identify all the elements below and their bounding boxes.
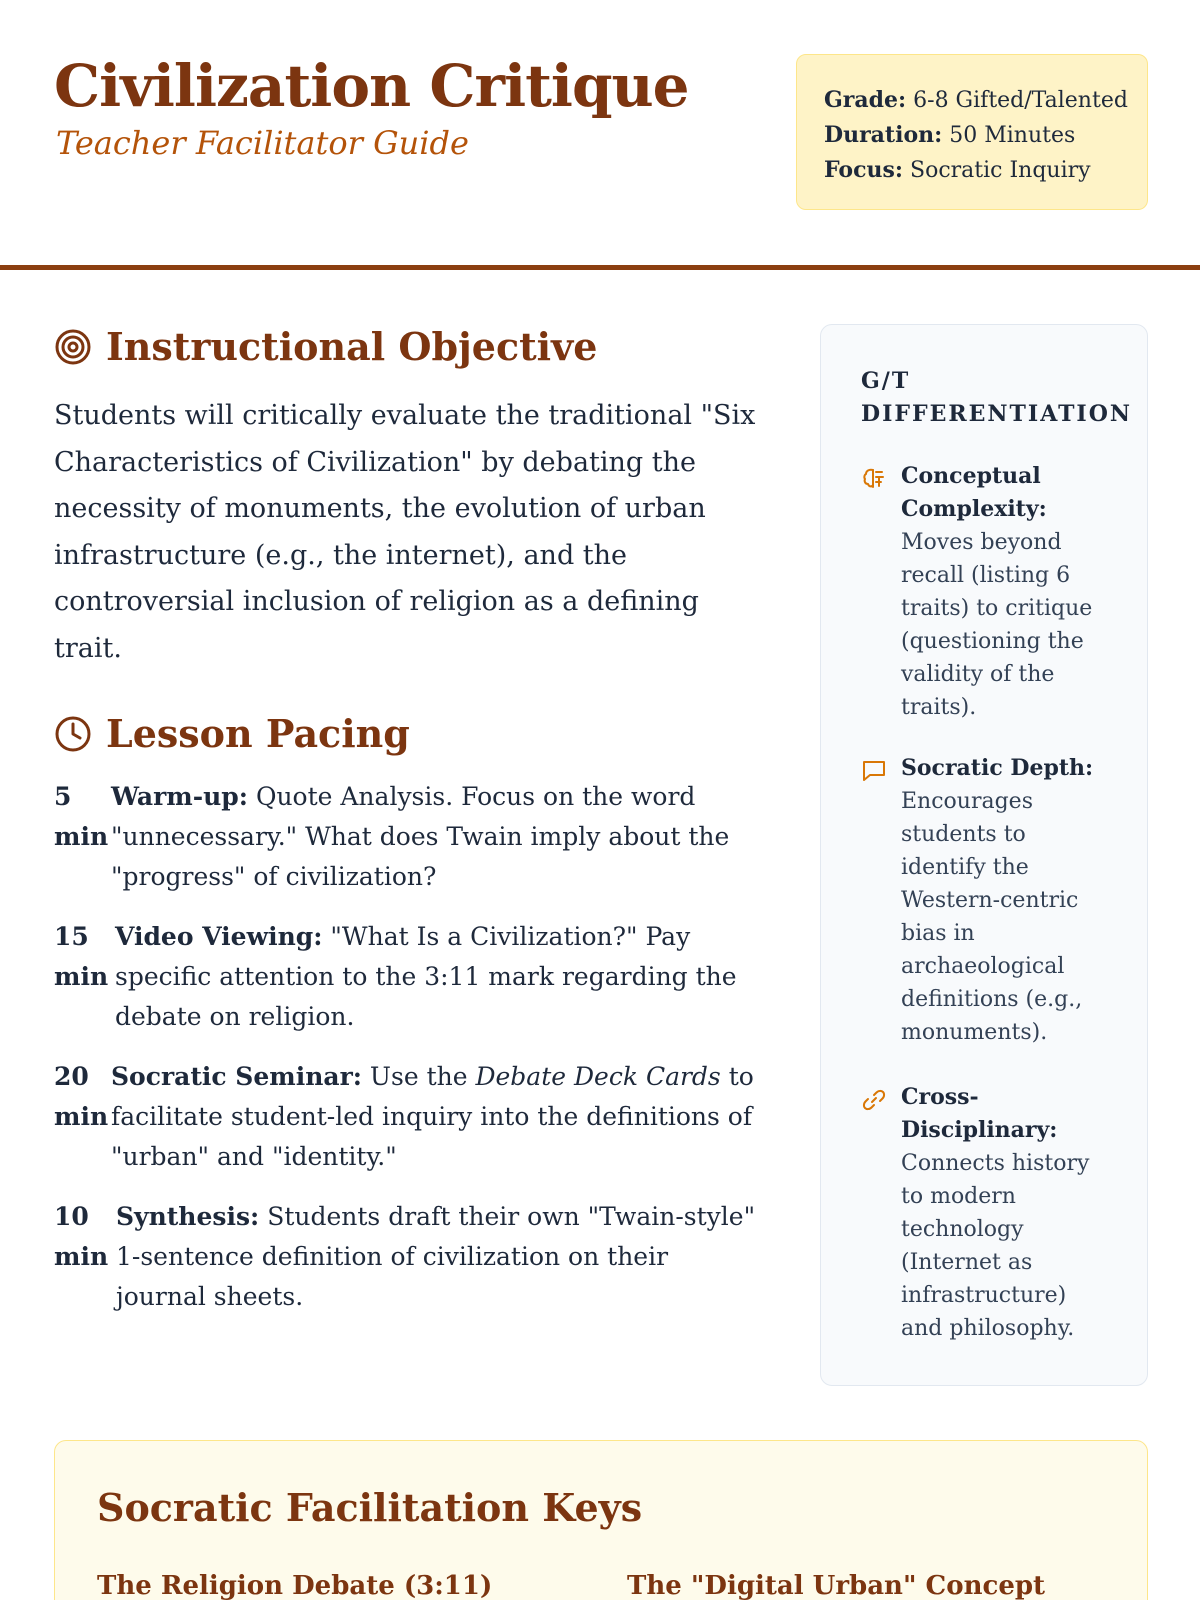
pacing-description bbox=[111, 1057, 771, 1177]
pacing-description bbox=[111, 777, 761, 897]
differentiation-sidebar bbox=[820, 324, 1148, 1386]
differentiation-label: Conceptual Complexity: bbox=[901, 463, 1047, 522]
page-header bbox=[0, 0, 1200, 270]
differentiation-heading: G/T DIFFERENTIATION bbox=[861, 368, 1133, 427]
differentiation-text bbox=[901, 1081, 1111, 1345]
differentiation-desc: Moves beyond recall (listing 6 traits) to critique (questioning the validity of the traits). bbox=[901, 530, 1093, 720]
differentiation-desc: Connects history to modern technology (Internet as infrastructure) and philosophy. bbox=[901, 1151, 1090, 1341]
page-subtitle: Teacher Facilitator Guide bbox=[56, 124, 469, 162]
pacing-label: Warm-up: bbox=[111, 782, 248, 811]
pacing-duration bbox=[54, 917, 114, 997]
pacing-duration bbox=[54, 777, 114, 857]
link-icon bbox=[861, 1087, 887, 1113]
pacing-duration bbox=[54, 1197, 114, 1277]
duration-line bbox=[824, 118, 1147, 153]
objective-heading bbox=[54, 324, 597, 369]
chat-bubble-icon bbox=[861, 758, 887, 784]
pacing-item bbox=[54, 1057, 774, 1177]
clock-icon bbox=[54, 715, 92, 753]
grade-value: 6-8 Gifted/Talented bbox=[913, 88, 1128, 113]
lesson-meta-box bbox=[796, 54, 1148, 210]
facilitation-keys-box bbox=[54, 1440, 1148, 1600]
pacing-duration bbox=[54, 1057, 114, 1137]
duration-label: Duration: bbox=[824, 122, 943, 148]
duration-value: 50 Minutes bbox=[949, 123, 1076, 148]
differentiation-label: Socratic Depth: bbox=[901, 755, 1094, 781]
pacing-heading bbox=[54, 711, 410, 756]
grade-line bbox=[824, 83, 1147, 118]
pacing-num: 15 bbox=[54, 922, 89, 951]
pacing-title: Lesson Pacing bbox=[106, 711, 410, 756]
digital-urban-heading: The "Digital Urban" Concept bbox=[627, 1571, 1046, 1600]
brain-icon bbox=[861, 466, 887, 492]
pacing-label: Socratic Seminar: bbox=[111, 1062, 362, 1091]
pacing-label: Synthesis: bbox=[116, 1202, 260, 1231]
grade-label: Grade: bbox=[824, 87, 907, 113]
pacing-num: 5 bbox=[54, 782, 72, 811]
focus-line bbox=[824, 153, 1147, 188]
pacing-num: 10 bbox=[54, 1202, 89, 1231]
pacing-num: 20 bbox=[54, 1062, 89, 1091]
page-title: Civilization Critique bbox=[54, 52, 689, 120]
objective-title: Instructional Objective bbox=[106, 324, 598, 369]
differentiation-desc: Encourages students to identify the Western-centric bias in archaeological definitions (e.g., monuments). bbox=[901, 789, 1083, 1045]
pacing-item bbox=[54, 1197, 774, 1317]
pacing-item bbox=[54, 777, 774, 897]
differentiation-text bbox=[901, 752, 1111, 1049]
pacing-text: to facilitate student-led inquiry into the definitions of "urban" and "identity." bbox=[111, 1062, 754, 1171]
focus-value: Socratic Inquiry bbox=[910, 158, 1091, 183]
pacing-item bbox=[54, 917, 774, 1037]
differentiation-text bbox=[901, 460, 1111, 724]
pacing-label: Video Viewing: bbox=[115, 922, 323, 951]
pacing-unit: min bbox=[54, 822, 109, 851]
pacing-text: "What Is a Civilization?" Pay specific attention to the 3:11 mark regarding the debate on religion. bbox=[115, 922, 737, 1031]
target-icon bbox=[54, 328, 92, 366]
pacing-description bbox=[115, 917, 755, 1037]
debate-deck-cards-text: Debate Deck Cards bbox=[475, 1062, 721, 1091]
pacing-unit: min bbox=[54, 1242, 109, 1271]
religion-debate-heading: The Religion Debate (3:11) bbox=[97, 1571, 493, 1600]
facilitation-keys-title: Socratic Facilitation Keys bbox=[97, 1485, 643, 1530]
focus-label: Focus: bbox=[824, 157, 903, 183]
pacing-text: Students draft their own "Twain-style" 1-sentence definition of civilization on their journal sheets. bbox=[116, 1202, 756, 1311]
pacing-unit: min bbox=[54, 962, 109, 991]
objective-text: Students will critically evaluate the traditional "Six Characteristics of Civilization" by debating the necessity of monuments, the evolution of urban infrastructure (e.g., the internet), and the controversial inclusion of religion as a defining trait. bbox=[54, 400, 756, 664]
pacing-text: Quote Analysis. Focus on the word "unnecessary." What does Twain imply about the "progress" of civilization? bbox=[111, 782, 730, 891]
pacing-unit: min bbox=[54, 1102, 109, 1131]
pacing-text: Use the bbox=[361, 1062, 476, 1091]
pacing-description bbox=[116, 1197, 756, 1317]
differentiation-label: Cross-Disciplinary: bbox=[901, 1084, 1058, 1143]
